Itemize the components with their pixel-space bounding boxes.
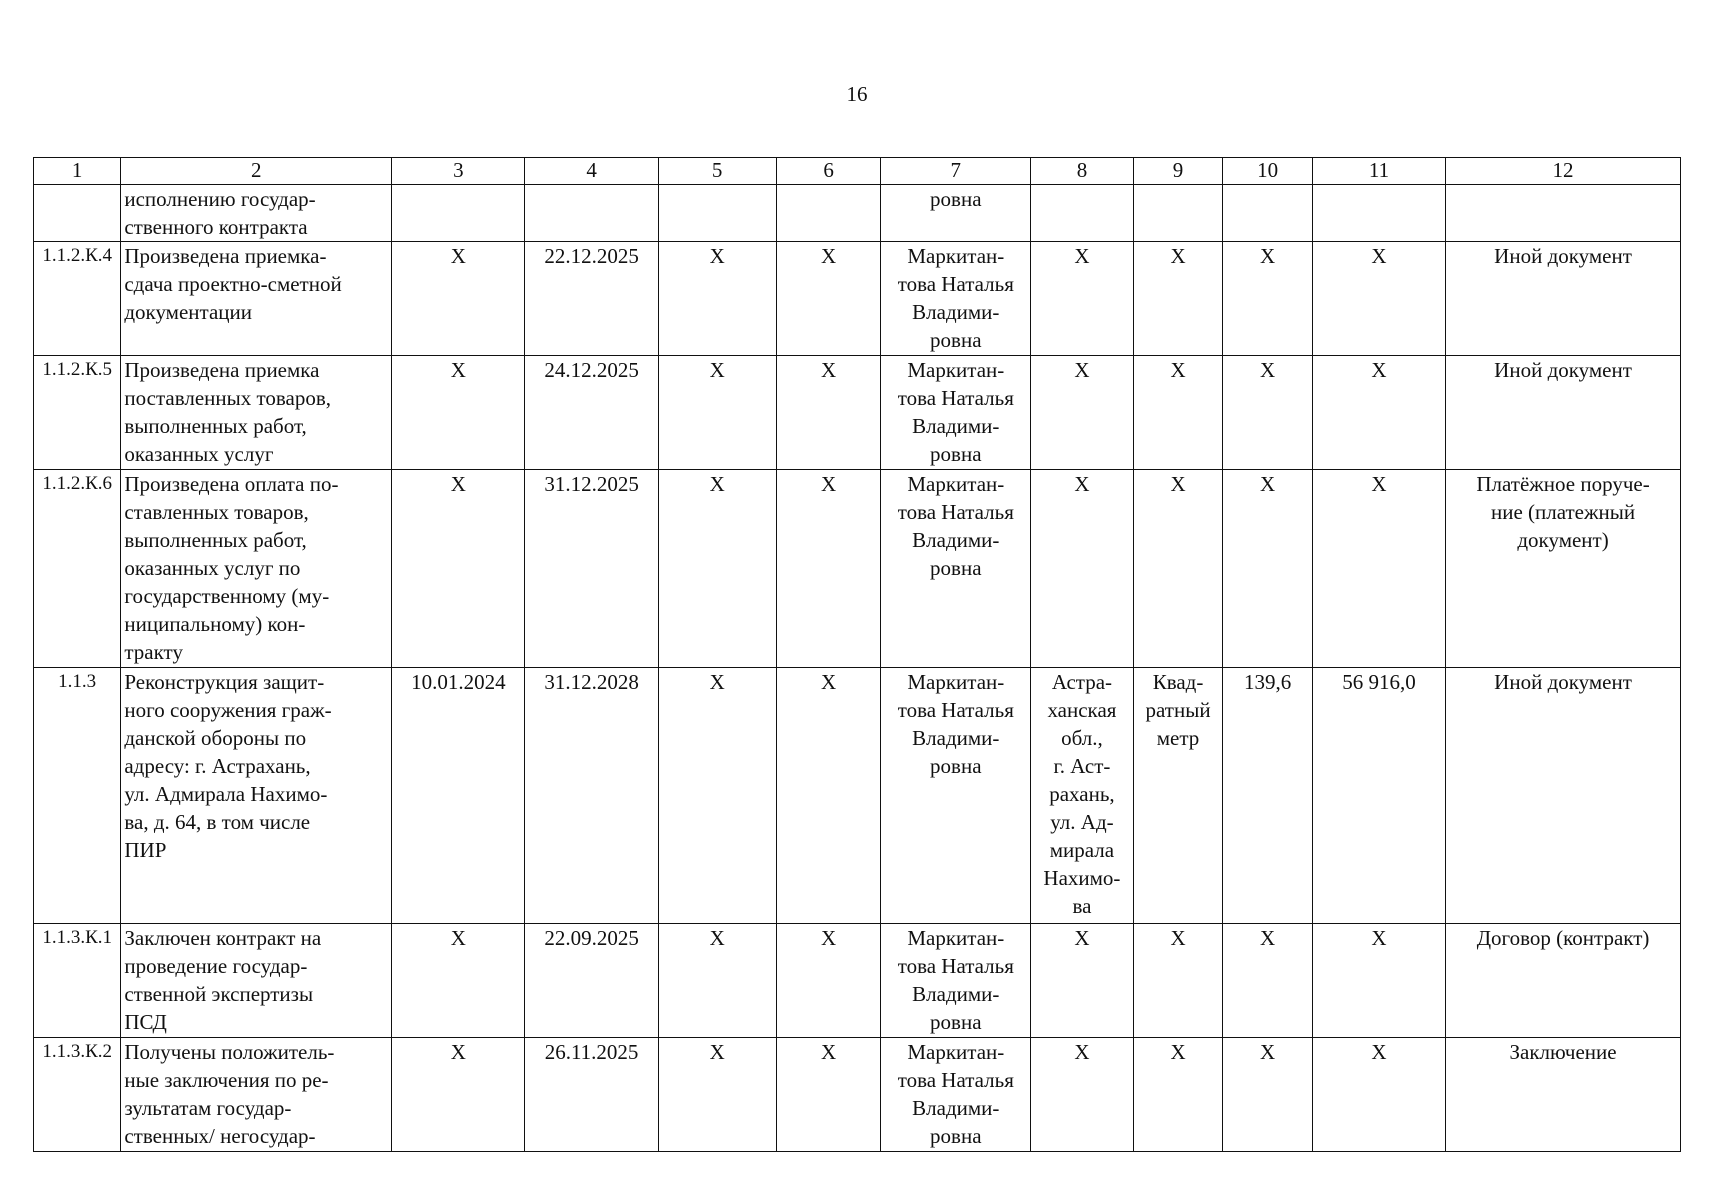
cell-amount: 56 916,0	[1312, 668, 1445, 924]
cell-col9: Х	[1133, 924, 1223, 1038]
column-header: 6	[776, 158, 881, 185]
cell-col10	[1223, 185, 1313, 242]
table-row	[34, 185, 1681, 242]
cell-number	[34, 185, 121, 242]
column-header: 1	[34, 158, 121, 185]
column-header: 9	[1133, 158, 1223, 185]
cell-number: 1.1.2.К.5	[34, 356, 121, 470]
cell-document	[1446, 185, 1681, 242]
cell-responsible: Маркитан- това Наталья Владими- ровна	[881, 242, 1031, 356]
cell-col6: Х	[776, 924, 881, 1038]
cell-name: Заключен контракт на проведение государ- ственной экспертизы ПСД	[121, 924, 392, 1038]
cell-responsible: ровна	[881, 185, 1031, 242]
cell-col5: Х	[658, 356, 776, 470]
table-row	[34, 470, 1681, 668]
cell-number: 1.1.2.К.4	[34, 242, 121, 356]
cell-end-date: 26.11.2025	[525, 1038, 658, 1152]
cell-col9: Х	[1133, 242, 1223, 356]
cell-name: Получены положитель- ные заключения по ре- зультатам государ- ственных/ негосудар-	[121, 1038, 392, 1152]
cell-col11: Х	[1312, 924, 1445, 1038]
column-header: 5	[658, 158, 776, 185]
cell-document: Иной документ	[1446, 242, 1681, 356]
cell-col9: Х	[1133, 356, 1223, 470]
column-header: 4	[525, 158, 658, 185]
cell-col9	[1133, 185, 1223, 242]
cell-document: Иной документ	[1446, 356, 1681, 470]
cell-col8: Х	[1031, 924, 1134, 1038]
cell-col10: Х	[1223, 242, 1313, 356]
cell-col8: Х	[1031, 470, 1134, 668]
cell-responsible: Маркитан- това Наталья Владими- ровна	[881, 924, 1031, 1038]
cell-end-date: 31.12.2028	[525, 668, 658, 924]
cell-start-date: Х	[392, 242, 525, 356]
cell-number: 1.1.3.К.2	[34, 1038, 121, 1152]
cell-col8: Х	[1031, 356, 1134, 470]
cell-number: 1.1.3	[34, 668, 121, 924]
cell-col8	[1031, 185, 1134, 242]
cell-col11	[1312, 185, 1445, 242]
cell-start-date	[392, 185, 525, 242]
cell-document: Заключение	[1446, 1038, 1681, 1152]
column-header: 3	[392, 158, 525, 185]
column-header: 2	[121, 158, 392, 185]
cell-col5: Х	[658, 1038, 776, 1152]
cell-name: Произведена оплата по- ставленных товаров, выполненных работ, оказанных услуг по государственному (му- ниципальному) кон- тракту	[121, 470, 392, 668]
cell-col5: Х	[658, 924, 776, 1038]
cell-responsible: Маркитан- това Наталья Владими- ровна	[881, 356, 1031, 470]
cell-col8: Х	[1031, 1038, 1134, 1152]
cell-end-date: 24.12.2025	[525, 356, 658, 470]
cell-col6: Х	[776, 242, 881, 356]
cell-col5: Х	[658, 668, 776, 924]
cell-start-date: 10.01.2024	[392, 668, 525, 924]
cell-col9: Х	[1133, 1038, 1223, 1152]
cell-col10: Х	[1223, 356, 1313, 470]
cell-document: Платёжное поруче- ние (платежный документ)	[1446, 470, 1681, 668]
table-row	[34, 924, 1681, 1038]
cell-col6: Х	[776, 470, 881, 668]
cell-col6: Х	[776, 356, 881, 470]
cell-col10: Х	[1223, 470, 1313, 668]
cell-start-date: Х	[392, 924, 525, 1038]
cell-col10: Х	[1223, 1038, 1313, 1152]
cell-col6: Х	[776, 1038, 881, 1152]
table-row	[34, 668, 1681, 924]
column-header: 11	[1312, 158, 1445, 185]
cell-name: Произведена приемка поставленных товаров, выполненных работ, оказанных услуг	[121, 356, 392, 470]
cell-name: Произведена приемка- сдача проектно-сметной документации	[121, 242, 392, 356]
cell-name: Реконструкция защит- ного сооружения граж- данской обороны по адресу: г. Астрахань, ул. Адмирала Нахимо- ва, д. 64, в том числе ПИР	[121, 668, 392, 924]
cell-col11: Х	[1312, 1038, 1445, 1152]
cell-end-date: 22.09.2025	[525, 924, 658, 1038]
cell-col11: Х	[1312, 242, 1445, 356]
cell-start-date: Х	[392, 1038, 525, 1152]
column-header: 12	[1446, 158, 1681, 185]
cell-end-date: 22.12.2025	[525, 242, 658, 356]
cell-start-date: Х	[392, 470, 525, 668]
cell-unit: Квад- ратный метр	[1133, 668, 1223, 924]
control-points-table	[33, 157, 1681, 1152]
header-row	[34, 158, 1681, 185]
cell-end-date	[525, 185, 658, 242]
cell-col10: Х	[1223, 924, 1313, 1038]
cell-col6	[776, 185, 881, 242]
cell-col8: Х	[1031, 242, 1134, 356]
cell-end-date: 31.12.2025	[525, 470, 658, 668]
cell-start-date: Х	[392, 356, 525, 470]
cell-col11: Х	[1312, 470, 1445, 668]
cell-document: Иной документ	[1446, 668, 1681, 924]
cell-document: Договор (контракт)	[1446, 924, 1681, 1038]
cell-col5	[658, 185, 776, 242]
cell-responsible: Маркитан- това Наталья Владими- ровна	[881, 470, 1031, 668]
column-header: 8	[1031, 158, 1134, 185]
cell-responsible: Маркитан- това Наталья Владими- ровна	[881, 1038, 1031, 1152]
cell-col11: Х	[1312, 356, 1445, 470]
table-row	[34, 242, 1681, 356]
cell-number: 1.1.3.К.1	[34, 924, 121, 1038]
cell-name: исполнению государ- ственного контракта	[121, 185, 392, 242]
cell-responsible: Маркитан- това Наталья Владими- ровна	[881, 668, 1031, 924]
cell-col5: Х	[658, 470, 776, 668]
cell-value: 139,6	[1223, 668, 1313, 924]
column-header: 7	[881, 158, 1031, 185]
table-row	[34, 1038, 1681, 1152]
cell-col5: Х	[658, 242, 776, 356]
cell-col6: Х	[776, 668, 881, 924]
table-row	[34, 356, 1681, 470]
cell-location: Астра- ханская обл., г. Аст- рахань, ул. Ад- мирала Нахимо- ва	[1031, 668, 1134, 924]
cell-col9: Х	[1133, 470, 1223, 668]
cell-number: 1.1.2.К.6	[34, 470, 121, 668]
page-number: 16	[846, 82, 868, 106]
column-header: 10	[1223, 158, 1313, 185]
